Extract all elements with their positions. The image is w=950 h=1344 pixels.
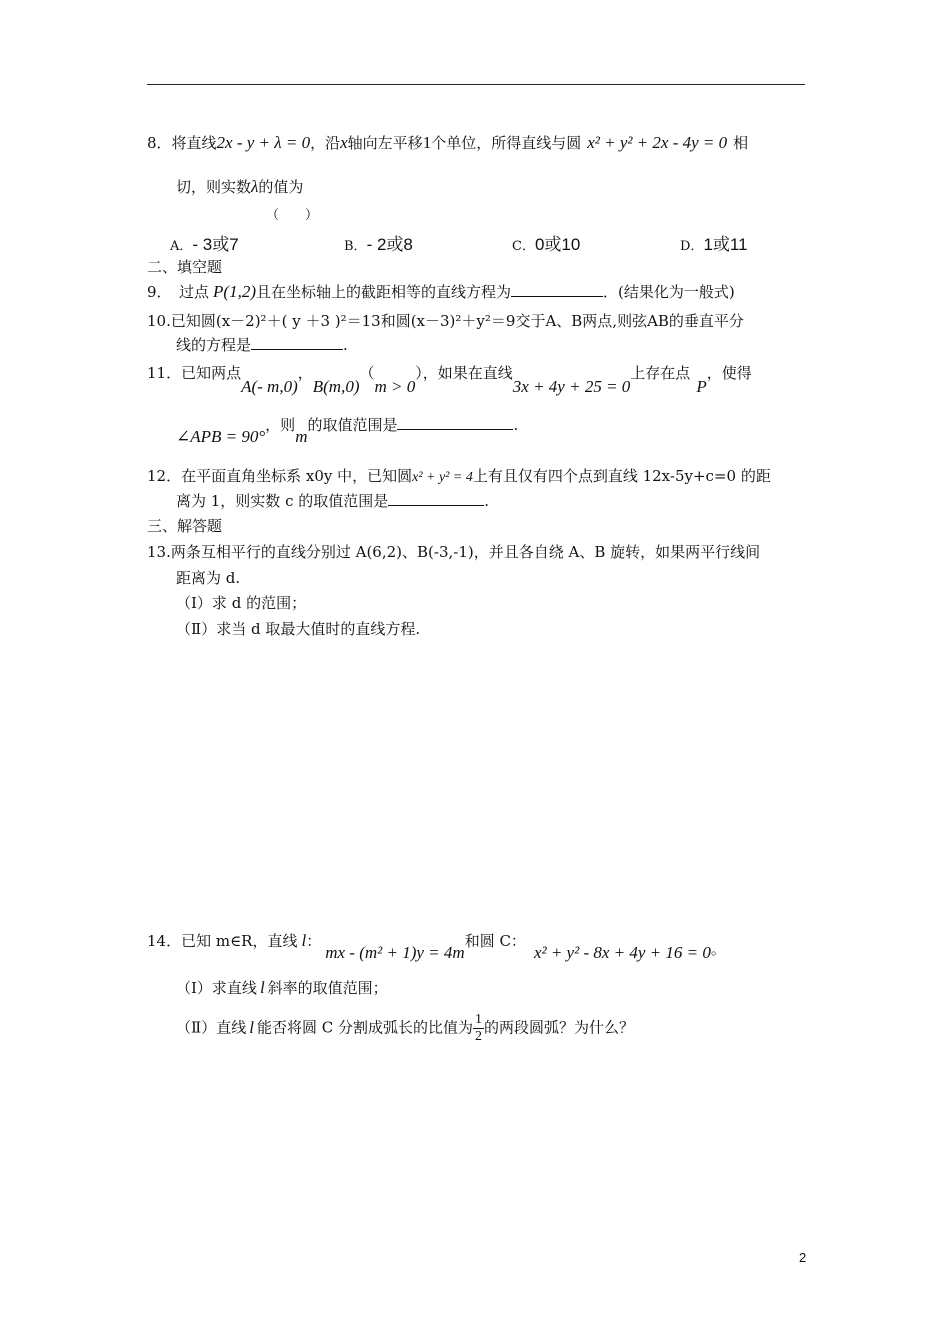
q11-point-b: B(m,0)	[312, 377, 360, 396]
q8-option-a	[170, 230, 239, 255]
option-value: - 2或8	[366, 235, 413, 254]
q14-line-l: l	[259, 978, 265, 997]
q12-answer-blank[interactable]	[388, 490, 484, 506]
q8-text: 轴向左平移	[347, 134, 423, 152]
fraction-numerator: 1	[474, 1012, 482, 1027]
question-13-sub2: （Ⅱ）求当 d 取最大值时的直线方程.	[176, 620, 421, 638]
question-9	[147, 281, 735, 302]
q9-text: ．(结果化为一般式)	[603, 283, 735, 301]
q14-text: 斜率的取值范围；	[267, 979, 388, 997]
question-13-sub1: （Ⅰ）求 d 的范围；	[176, 594, 307, 612]
q11-line-equation: 3x + 4y + 25 = 0	[512, 377, 631, 396]
q14-fraction	[473, 1012, 484, 1045]
q12-text: 离为 1，则实数 c 的取值范围是	[176, 492, 389, 510]
q8-option-c	[512, 230, 580, 255]
q12-text: 上有且仅有四个点到直线 12x-5y+c=0 的距	[472, 467, 771, 485]
q11-text: .	[513, 416, 519, 434]
q8-shift-amount: 1	[422, 133, 432, 152]
q14-line-l: l	[301, 931, 307, 950]
q11-answer-blank[interactable]	[397, 414, 513, 430]
q14-text: 的两段圆弧？为什么？	[483, 1018, 634, 1037]
question-10-line2	[176, 334, 348, 355]
q11-var-m: m	[295, 427, 308, 446]
q11-point-p: P	[696, 377, 707, 396]
q14-text: （Ⅱ）直线	[176, 1018, 247, 1037]
option-label: D．	[680, 239, 704, 254]
q9-answer-blank[interactable]	[511, 281, 603, 297]
option-label: B．	[344, 239, 367, 254]
option-value: 0或10	[534, 235, 581, 254]
q14-text: 。	[710, 940, 726, 958]
q11-text: ，使得	[706, 364, 752, 382]
question-8-line2	[176, 176, 303, 197]
q11-text: （	[359, 364, 375, 382]
q14-text: 14．已知 m∈R，直线	[147, 932, 298, 950]
q14-circle-equation: x² + y² - 8x + 4y + 16 = 0	[533, 943, 711, 962]
q8-text: 相	[733, 134, 749, 152]
q11-text: 11．已知两点	[147, 364, 242, 382]
q9-text: 9． 过点	[147, 283, 210, 301]
q12-text: 12．在平面直角坐标系 x0y 中，已知圆	[147, 467, 413, 485]
q8-option-b	[344, 230, 413, 255]
q11-condition: m > 0	[374, 377, 416, 396]
q8-text: 个单位，所得直线与圆	[431, 134, 582, 152]
q8-circle-equation: x² + y² + 2x - 4y = 0	[587, 133, 728, 152]
q10-text: .	[343, 336, 348, 354]
question-10-line1: 10.已知圆(x－2)²＋( y ＋3 )²＝13和圆(x－3)²＋y²＝9交于A、B两点,则弦AB的垂直平分	[147, 312, 744, 330]
q8-axis-var: x	[340, 133, 348, 152]
question-14-sub2	[176, 1012, 634, 1045]
fraction-denominator: 2	[474, 1029, 482, 1044]
option-value: 1或11	[703, 235, 748, 254]
section-heading-solve: 三、解答题	[147, 517, 223, 535]
question-14-sub1	[176, 977, 388, 998]
q14-text: （Ⅰ）求直线	[176, 979, 257, 997]
q14-line-l: l	[249, 1017, 254, 1037]
header-rule	[147, 84, 805, 85]
q11-point-a: A(- m,0)	[241, 377, 298, 396]
question-13-line2: 距离为 d.	[176, 569, 241, 587]
q11-angle: ∠APB = 90°	[176, 427, 266, 446]
q11-text: 上存在点	[630, 364, 691, 382]
question-11-line2	[176, 414, 519, 446]
question-8-line1	[147, 132, 748, 153]
q14-line-equation: mx - (m² + 1)y = 4m	[325, 943, 465, 962]
question-11-line1	[147, 362, 752, 396]
question-14-line1	[147, 930, 726, 962]
q8-text: 8．将直线	[147, 134, 217, 152]
q8-lambda: λ	[251, 177, 259, 196]
q8-text: ，沿	[310, 134, 341, 152]
question-12-line2	[176, 490, 489, 511]
q9-point: P(1,2)	[213, 282, 257, 301]
question-12-line1	[147, 465, 771, 486]
section-heading-fill-in: 二、填空题	[147, 258, 223, 276]
q11-text: ，则	[265, 416, 296, 434]
q11-text: ，	[297, 364, 313, 382]
option-label: C．	[512, 239, 535, 254]
q8-option-d	[680, 230, 748, 255]
q10-text: 线的方程是	[176, 336, 252, 354]
q11-text: ），如果在直线	[415, 364, 513, 382]
q10-answer-blank[interactable]	[251, 334, 343, 350]
q8-line-equation: 2x - y + λ = 0	[216, 133, 311, 152]
q9-text: 且在坐标轴上的截距相等的直线方程为	[256, 283, 512, 301]
q8-text: 切，则实数	[176, 178, 252, 196]
q11-text: 的取值范围是	[307, 416, 398, 434]
q12-circle-equation: x² + y² = 4	[412, 470, 473, 485]
question-13-line1: 13.两条互相平行的直线分别过 A(6,2)、B(-3,-1)，并且各自绕 A、B 旋转，如果两平行线间	[147, 543, 761, 561]
page-number: 2	[799, 1250, 807, 1265]
option-label: A．	[170, 239, 193, 254]
q8-answer-paren: （ ）	[266, 208, 319, 223]
q12-text: .	[484, 492, 490, 510]
q8-text: 的值为	[258, 178, 304, 196]
q14-text: 能否将圆 C 分割成弧长的比值为	[256, 1018, 473, 1037]
q14-text: ：	[306, 932, 322, 950]
q14-text: 和圆 C：	[464, 932, 526, 950]
option-value: - 3或7	[192, 235, 239, 254]
